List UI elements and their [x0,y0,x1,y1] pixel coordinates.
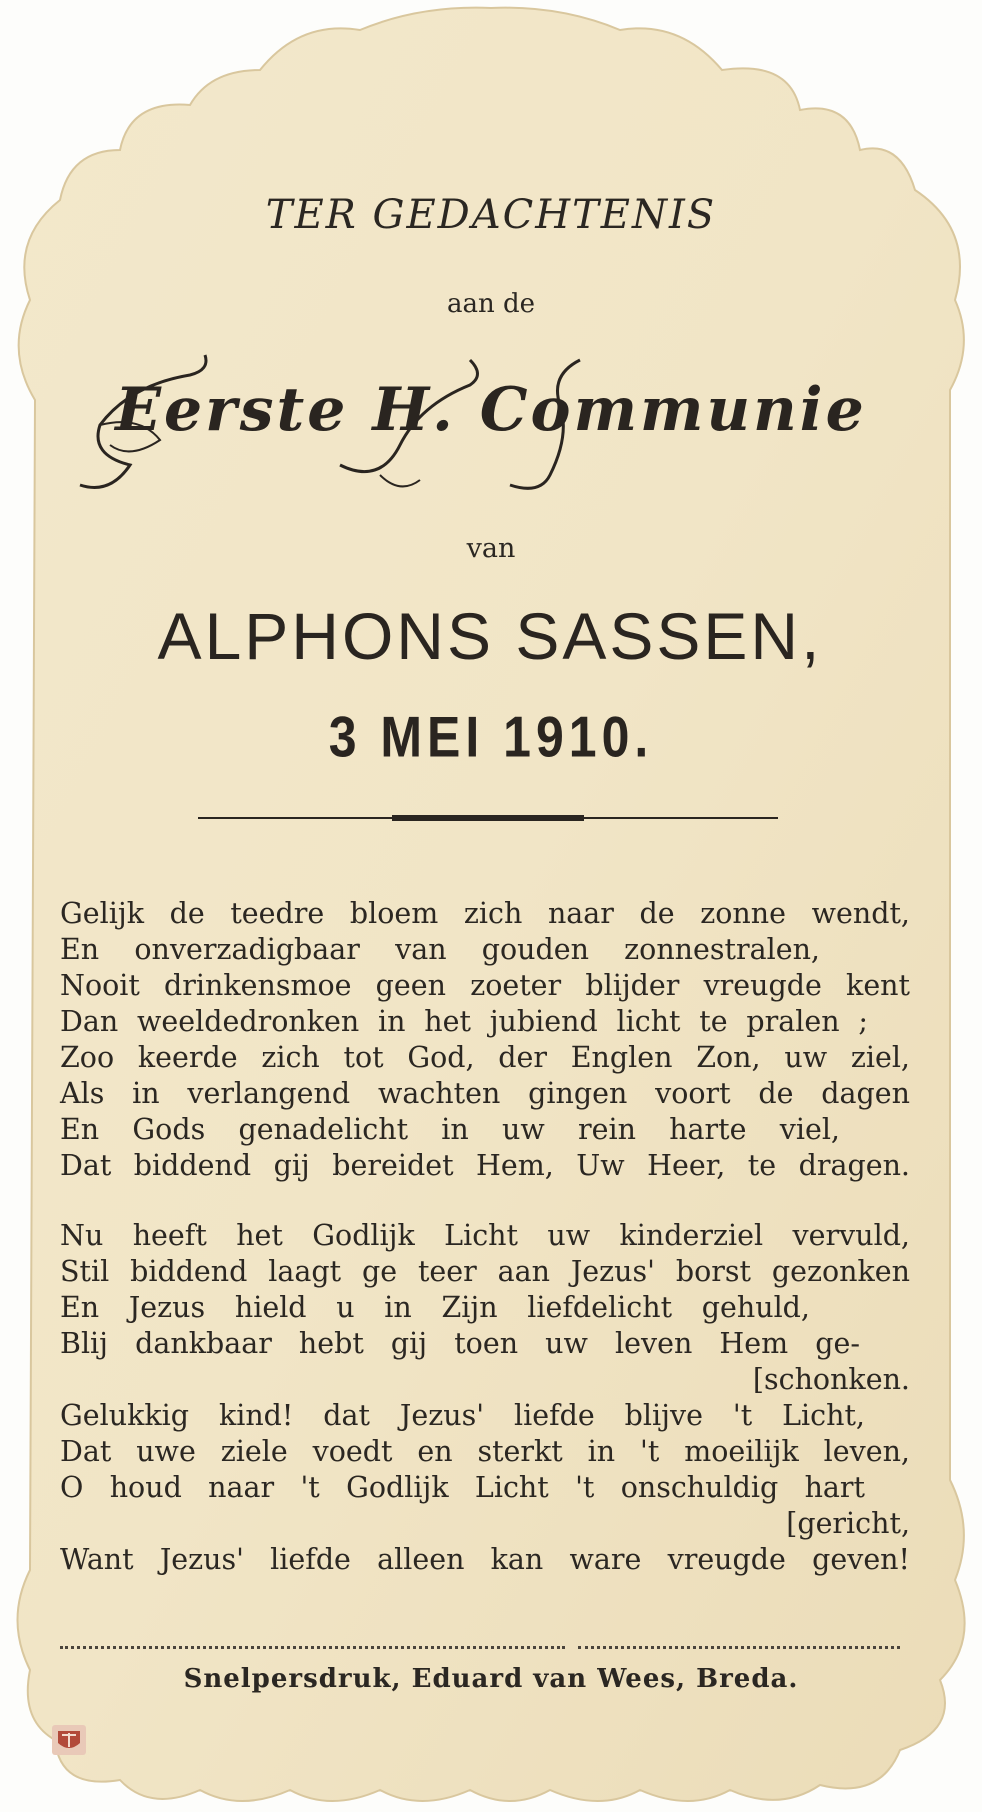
poem-line: Nu heeft het Godlijk Licht uw kinderziel vervuld, [60,1219,910,1252]
dotted-rule-right [578,1646,900,1649]
subheading: aan de [446,289,536,319]
poem-line: En onverzadigbaar van gouden zonnestralen, [60,933,820,966]
script-title: Eerste H. Communie [115,375,867,445]
poem-line: [schonken. [752,1363,910,1396]
poem-line: Stil biddend laagt ge teer aan Jezus' borst gezonken [60,1255,910,1288]
poem-line: Gelukkig kind! dat Jezus' liefde blijve 't Licht, [60,1399,865,1432]
poem-line: Als in verlangend wachten gingen voort de dagen [60,1077,910,1110]
poem-line: Dan weeldedronken in het jubiend licht te pralen ; [60,1005,868,1038]
poem-line: En Gods genadelicht in uw rein harte viel, [60,1113,840,1146]
communicant-name: ALPHONS SASSEN, [157,599,823,673]
divider-thick [392,815,584,821]
poem-line: Nooit drinkensmoe geen zoeter blijder vreugde kent [60,969,910,1002]
poem-line: Want Jezus' liefde alleen kan ware vreugde geven! [60,1543,910,1576]
poem-line: [gericht, [786,1507,910,1540]
memorial-heading: TER GEDACHTENIS [265,192,717,238]
communion-date: 3 MEI 1910. [328,704,654,770]
printer-credit: Snelpersdruk, Eduard van Wees, Breda. [183,1664,799,1694]
poem-line: Dat uwe ziele voedt en sterkt in 't moeilijk leven, [60,1435,910,1468]
poem-stanza-1 [60,896,910,1184]
poem-line: Dat biddend gij bereidet Hem, Uw Heer, te dragen. [60,1149,910,1182]
poem-line: O houd naar 't Godlijk Licht 't onschuldig hart [60,1471,865,1504]
connector-text: van [466,533,516,564]
red-heraldic-stamp-icon [50,1723,88,1757]
dotted-rule-left [60,1646,565,1649]
poem-line: Zoo keerde zich tot God, der Englen Zon, uw ziel, [60,1041,910,1074]
poem-stanza-2 [60,1218,910,1578]
poem-line: Gelijk de teedre bloem zich naar de zonne wendt, [60,897,910,930]
poem-line: Blij dankbaar hebt gij toen uw leven Hem ge- [60,1327,860,1360]
poem-line: En Jezus hield u in Zijn liefdelicht gehuld, [60,1291,810,1324]
